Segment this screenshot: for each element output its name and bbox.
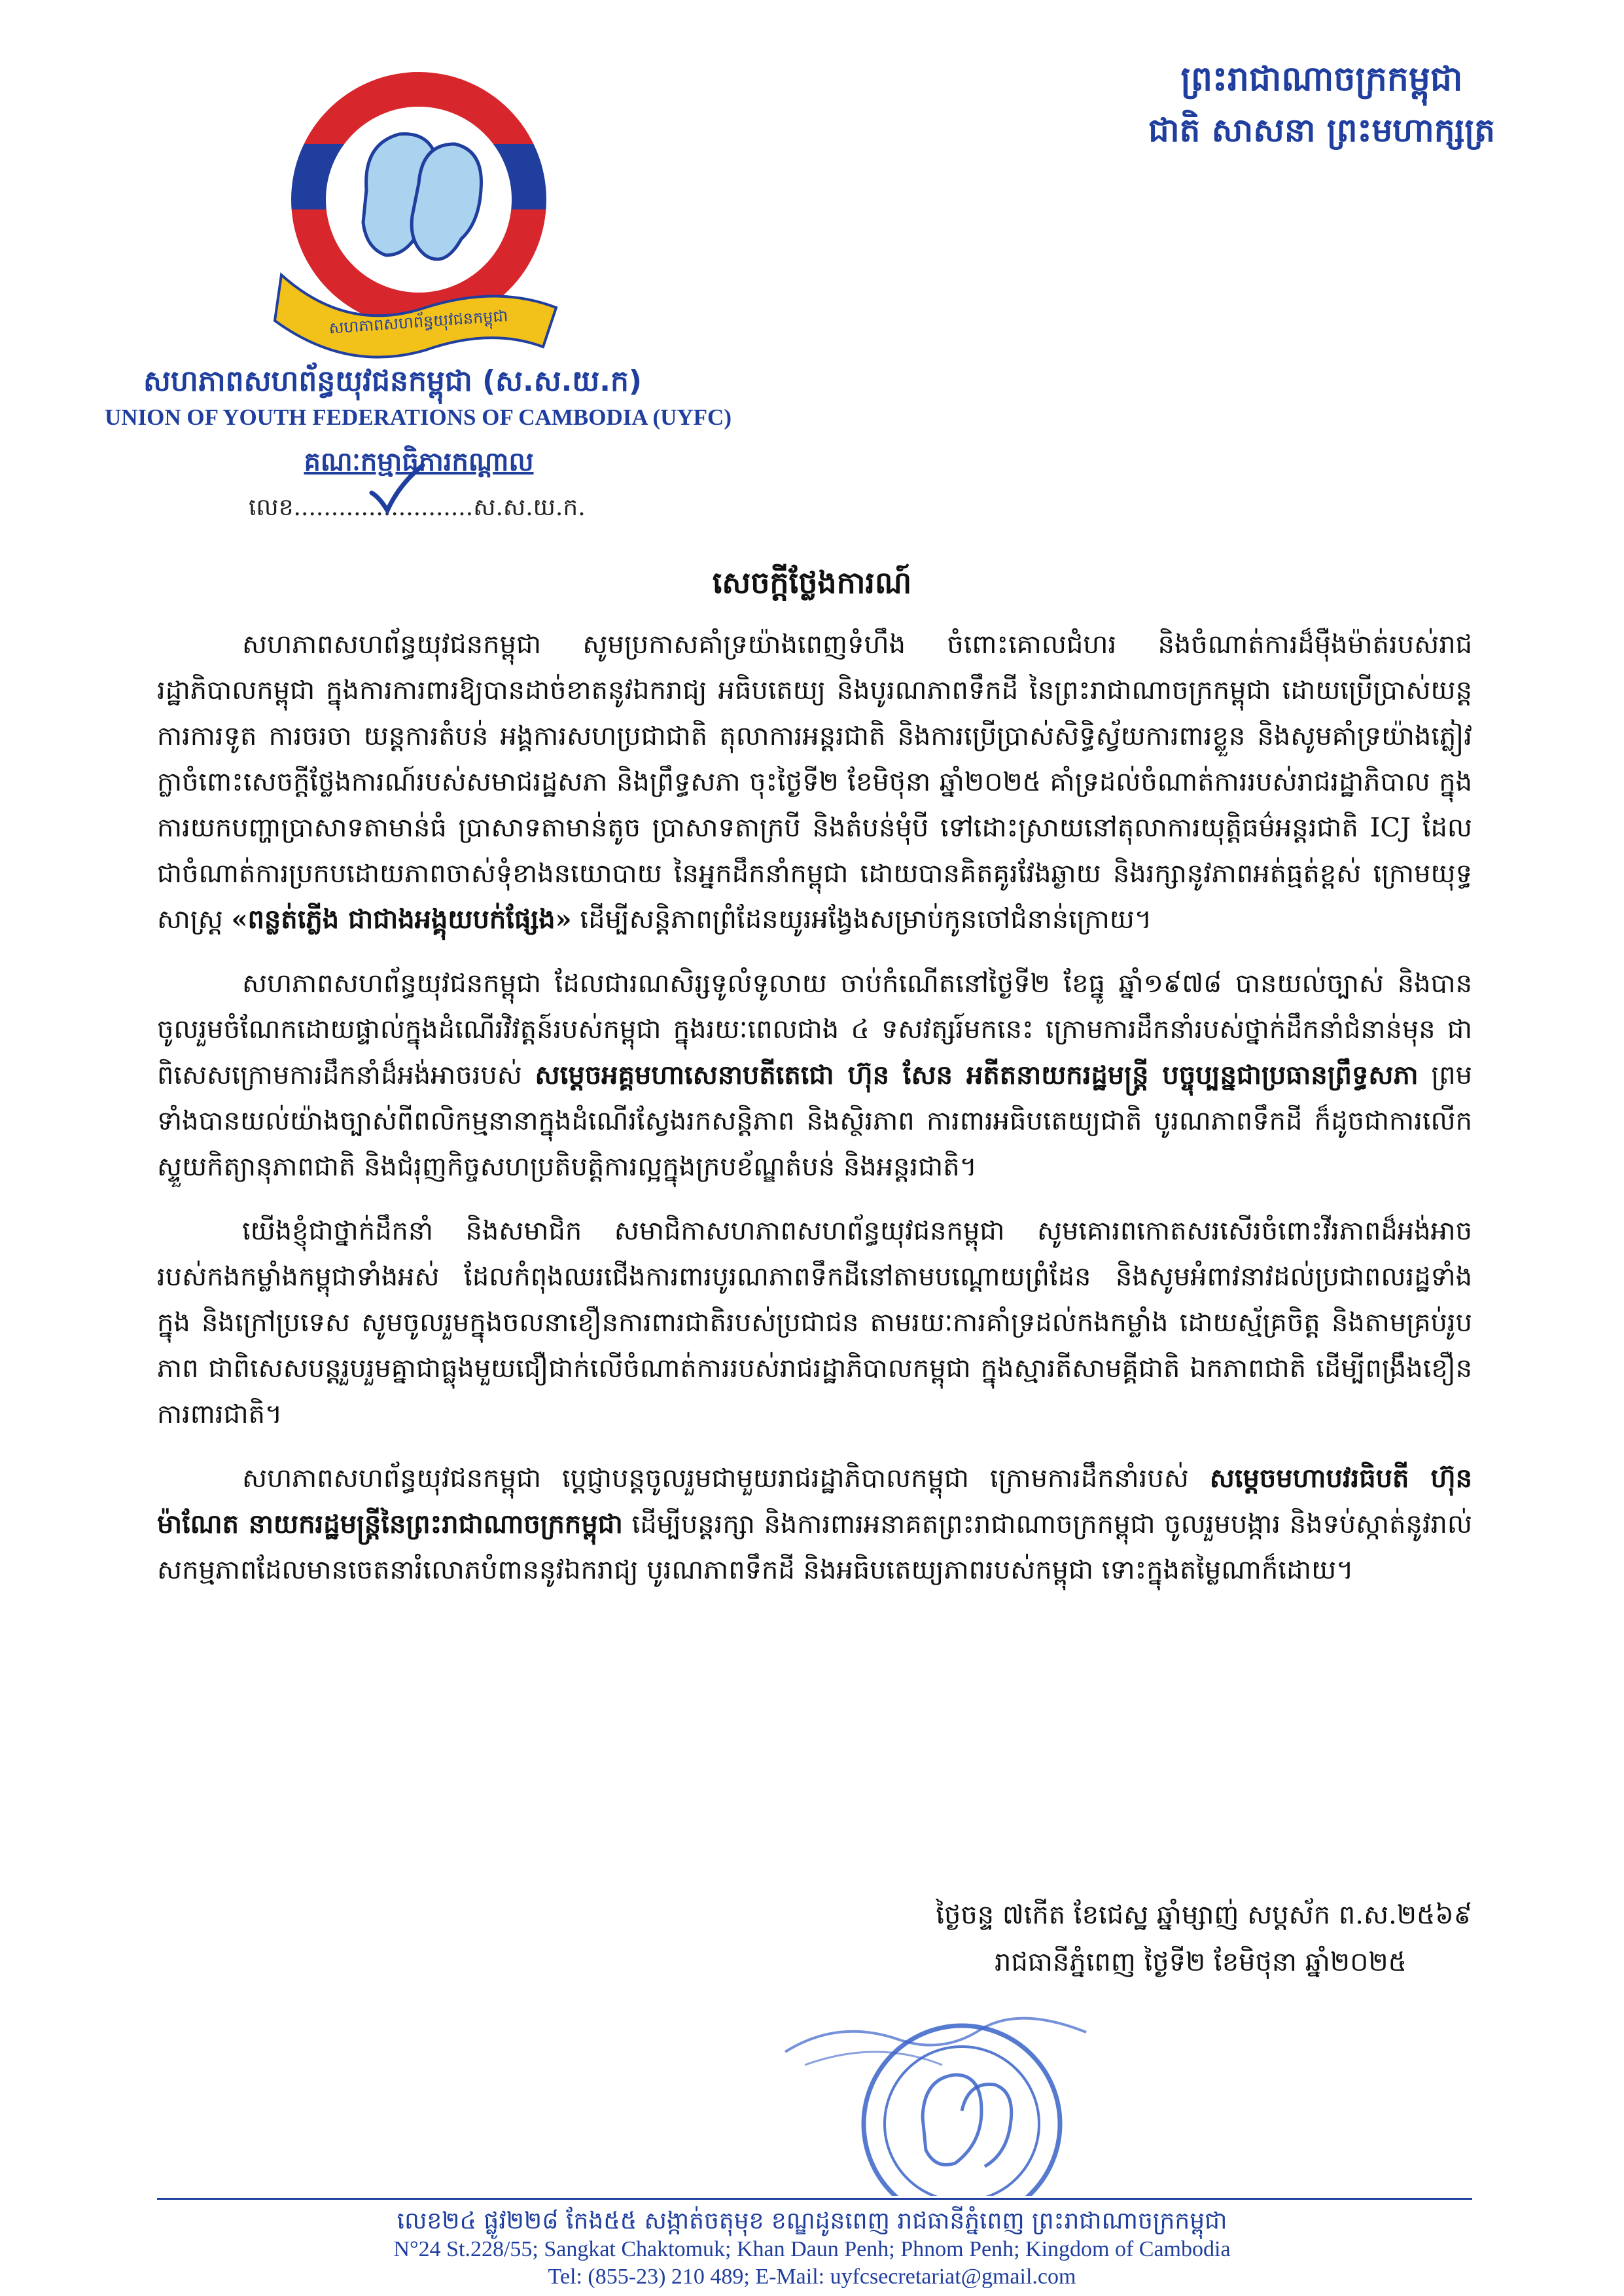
paragraph-2-text-b: ព្រមទាំងបានយល់យ៉ាងច្បាស់ពីពលិកម្មនានាក្នុងដំណើរស្វែងរកសន្តិភាព និងស្ថិរភាព ការពារអធិបតេយ្យជាតិ បូរណភាពទឹកដី ក៏ដូចជាការលើកស្ទួយកិត្យានុភាពជាតិ និងជំរុញកិច្ចសហប្រតិបត្តិការល្អក្នុងក្របខ័ណ្ឌតំបន់ និងអន្តរជាតិ។	[157, 1060, 1473, 1182]
footer-divider	[157, 2198, 1472, 2200]
paragraph-1-slogan: «ពន្លត់ភ្លើង ជាជាងអង្គុយបក់ផ្សែង»	[231, 904, 572, 935]
paragraph-1	[157, 622, 1472, 942]
org-name-kh: សហភាពសហព័ន្ធយុវជនកម្ពុជា (ស.ស.យ.ក)	[143, 365, 643, 398]
paragraph-2-text-a: សហភាពសហព័ន្ធយុវជនកម្ពុជា ដែលជារណសិរ្សទូលំទូលាយ ចាប់កំណើតនៅថ្ងៃទី២ ខែធ្នូ ឆ្នាំ១៩៧៨ បានយល់ច្បាស់ និងបានចូលរួមចំណែកដោយផ្ទាល់ក្នុងដំណើរវិវត្តន៍របស់កម្ពុជា ក្នុងរយៈពេលជាង ៤ ទសវត្សរ៍មកនេះ ក្រោមការដឹកនាំរបស់ថ្នាក់ដឹកនាំជំនាន់មុន ជាពិសេសក្រោមការដឹកនាំដ៏អង់អាចរបស់	[157, 969, 1472, 1090]
uyfc-logo	[236, 59, 602, 367]
paragraph-4-text-b: ដើម្បីបន្តរក្សា និងការពារអនាគតព្រះរាជាណាចក្រកម្ពុជា ចូលរួមបង្ការ និងទប់ស្កាត់នូវរាល់សកម្មភាពដែលមានចេតនារំលោភបំពាននូវឯករាជ្យ បូរណភាពទឹកដី និងអធិបតេយ្យភាពរបស់កម្ពុជា ទោះក្នុងតម្លៃណាក៏ដោយ។	[157, 1509, 1472, 1585]
paragraph-2	[157, 961, 1472, 1190]
official-stamp	[746, 1993, 1152, 2196]
org-name-en: UNION OF YOUTH FEDERATIONS OF CAMBODIA (UYFC)	[105, 404, 732, 430]
paragraph-4-bold-name: សម្តេចមហាបវរធិបតី ហ៊ុន ម៉ាណែត នាយករដ្ឋមន្ត្រីនៃព្រះរាជាណាចក្រកម្ពុជា	[157, 1463, 1472, 1539]
date-lunar: ថ្ងៃចន្ទ ៧កើត ខែជេស្ឋ ឆ្នាំម្សាញ់ សប្តស័ក ព.ស.២៥៦៩	[936, 1900, 1472, 1930]
document-title: សេចក្តីថ្លែងការណ៍	[712, 565, 912, 600]
footer-contact: Tel: (855-23) 210 489; E-Mail: uyfcsecretariat@gmail.com	[548, 2265, 1076, 2289]
document-body	[157, 622, 1472, 1611]
paragraph-2-bold-name: សម្តេចអគ្គមហាសេនាបតីតេជោ ហ៊ុន សែន អតីតនាយករដ្ឋមន្ត្រី បច្ចុប្បន្នជាប្រធានព្រឹទ្ធសភា	[535, 1060, 1419, 1090]
paragraph-4	[157, 1456, 1472, 1593]
paragraph-1-text-b: ដើម្បីសន្តិភាពព្រំដែនយូរអង្វែងសម្រាប់កូនចៅជំនាន់ក្រោយ។	[571, 905, 1152, 935]
paragraph-3: យើងខ្ញុំជាថ្នាក់ដឹកនាំ និងសមាជិក សមាជិកាសហភាពសហព័ន្ធយុវជនកម្ពុជា សូមគោរពកោតសរសើរចំពោះវីរភាពដ៏អង់អាចរបស់កងកម្លាំងកម្ពុជាទាំងអស់ ដែលកំពុងឈរជើងការពារបូរណភាពទឹកដីនៅតាមបណ្តោយព្រំដែន និងសូមអំពាវនាវដល់ប្រជាពលរដ្ឋទាំងក្នុង និងក្រៅប្រទេស សូមចូលរួមក្នុងចលនាខឿនការពារជាតិរបស់ប្រជាជន តាមរយៈការគាំទ្រដល់កងកម្លាំង ដោយស្ម័គ្រចិត្ត និងតាមគ្រប់រូបភាព ជាពិសេសបន្តរួបរួមគ្នាជាធ្លុងមួយជឿជាក់លើចំណាត់ការរបស់រាជរដ្ឋាភិបាលកម្ពុជា ក្នុងស្មារតីសាមគ្គីជាតិ ឯកភាពជាតិ ដើម្បីពង្រឹងខឿនការពារជាតិ។	[157, 1216, 1472, 1429]
paragraph-4-text-a: សហភាពសហព័ន្ធយុវជនកម្ពុជា ប្តេជ្ញាបន្តចូលរួមជាមួយរាជរដ្ឋាភិបាលកម្ពុជា ក្រោមការដឹកនាំរបស់	[242, 1463, 1210, 1494]
check-icon	[366, 461, 425, 517]
footer-address-en: N°24 St.228/55; Sangkat Chaktomuk; Khan Daun Penh; Phnom Penh; Kingdom of Cambodia	[393, 2237, 1231, 2261]
footer-address-kh: លេខ២៤ ផ្លូវ២២៨ កែង៥៥ សង្កាត់ចតុមុខ ខណ្ឌដូនពេញ រាជធានីភ្នំពេញ ព្រះរាជាណាចក្រកម្ពុជា	[397, 2208, 1227, 2234]
paragraph-1-text-a: សហភាពសហព័ន្ធយុវជនកម្ពុជា សូមប្រកាសគាំទ្រយ៉ាងពេញទំហឹង ចំពោះគោលជំហរ និងចំណាត់ការដ៏ម៉ឺងម៉ាត់របស់រាជរដ្ឋាភិបាលកម្ពុជា ក្នុងការការពារឱ្យបានដាច់ខាតនូវឯករាជ្យ អធិបតេយ្យ និងបូរណភាពទឹកដី នៃព្រះរាជាណាចក្រកម្ពុជា ដោយប្រើប្រាស់យន្តការការទូត ការចរចា យន្តការតំបន់ អង្គការសហប្រជាជាតិ តុលាការអន្តរជាតិ និងការប្រើប្រាស់សិទ្ធិស្វ័យការពារខ្លួន និងសូមគាំទ្រយ៉ាងភ្លៀវក្លាចំពោះសេចក្តីថ្លែងការណ៍របស់សមាជរដ្ឋសភា និងព្រឹទ្ធសភា ចុះថ្ងៃទី២ ខែមិថុនា ឆ្នាំ២០២៥ គាំទ្រដល់ចំណាត់ការរបស់រាជរដ្ឋាភិបាល ក្នុងការយកបញ្ហាប្រាសាទតាមាន់ធំ ប្រាសាទតាមាន់តូច ប្រាសាទតាក្របី និងតំបន់មុំបី ទៅដោះស្រាយនៅតុលាការយុត្តិធម៌អន្តរជាតិ ICJ ដែលជាចំណាត់ការប្រកបដោយភាពចាស់ទុំខាងនយោបាយ នៃអ្នកដឹកនាំកម្ពុជា ដោយបានគិតគូរវែងឆ្ងាយ និងរក្សានូវភាពអត់ធ្មត់ខ្ពស់ ក្រោមយុទ្ធសាស្ត្រ	[157, 630, 1472, 935]
date-solar: រាជធានីភ្នំពេញ ថ្ងៃទី២ ខែមិថុនា ឆ្នាំ២០២៥	[995, 1947, 1407, 1977]
reference-number: លេខ........................ស.ស.យ.ក.	[249, 494, 586, 521]
national-motto: ជាតិ សាសនា ព្រះមហាក្សត្រ	[1148, 111, 1495, 149]
logo-banner-text: សហភាពសហព័ន្ធយុវជនកម្ពុជា	[328, 306, 509, 338]
kingdom-title: ព្រះរាជាណាចក្រកម្ពុជា	[1180, 60, 1463, 99]
committee-name: គណៈកម្មាធិការកណ្តាល	[304, 447, 534, 477]
